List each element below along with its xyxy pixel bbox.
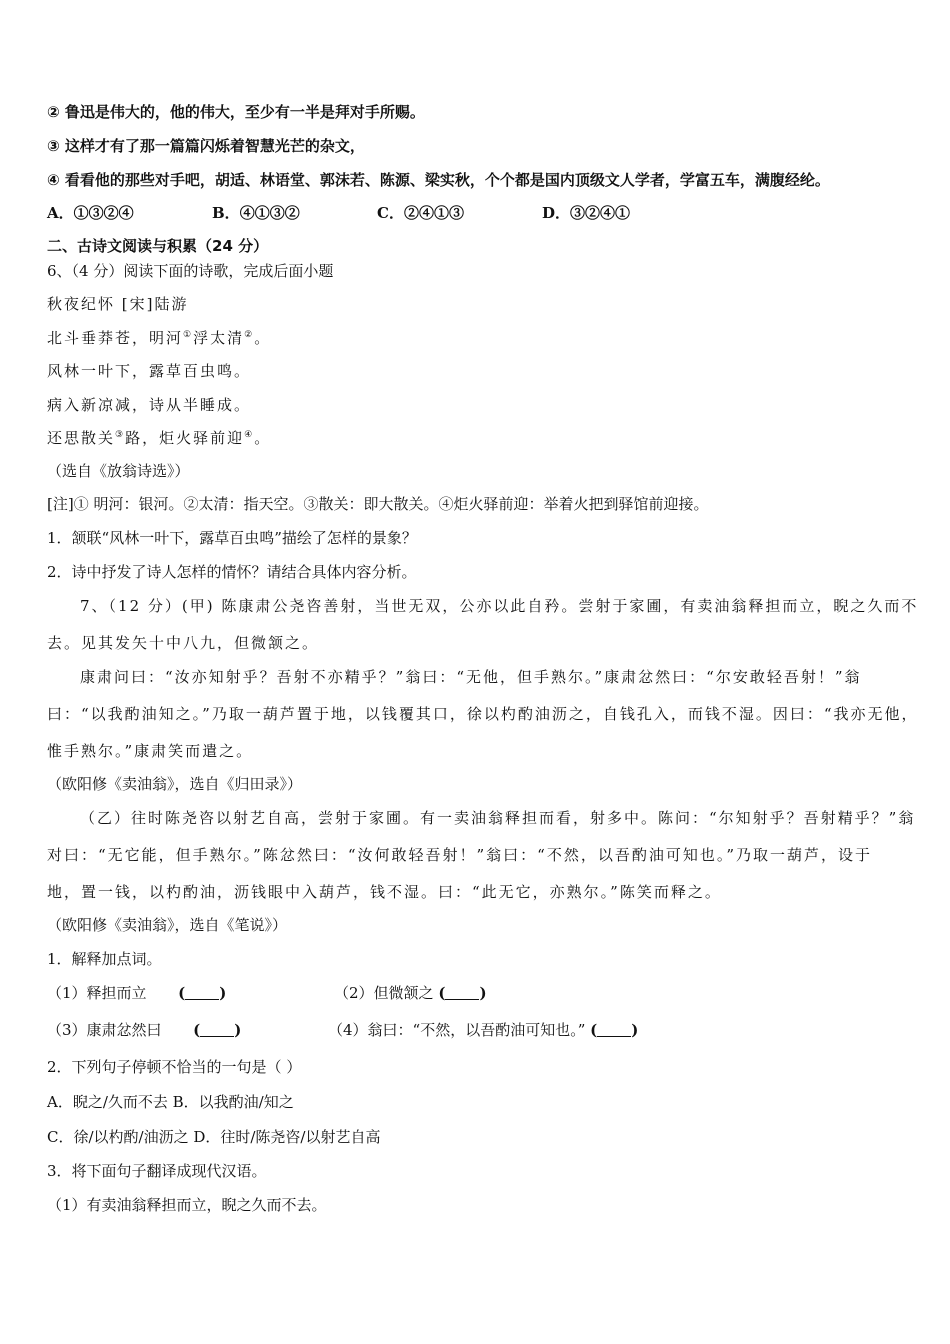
q5-option-b [212,203,300,223]
section-heading: 二、古诗文阅读与积累（24 分） [47,237,269,255]
q5-sentence-3: ③ 这样才有了那一篇篇闪烁着智慧光芒的杂文， [47,137,365,155]
poem-line-1 [47,328,271,348]
q7-q3-prompt: 3．将下面句子翻译成现代汉语。 [47,1162,267,1180]
item-label: （1）释担而立 [47,984,147,1002]
q5-option-c [377,203,464,223]
q5-sentence-4: ④ 看看他的那些对手吧，胡适、林语堂、郭沫若、陈源、梁实秋，个个都是国内顶级文人学者，学富五车，满腹经纶。 [47,171,830,189]
q7-jia-source: （欧阳修《卖油翁》，选自《归田录》） [47,775,303,793]
q7-jia-line-4: 曰：“以我酌油知之。”乃取一葫芦置于地，以钱覆其口，徐以杓酌油沥之，自钱孔入，而钱不湿。因曰：“我亦无他， [47,705,919,723]
poem-text: 北斗垂莽苍，明河 [47,329,184,347]
q6-sub-1: 1．颔联“风林一叶下，露草百虫鸣”描绘了怎样的景象？ [47,529,417,547]
q7-jia-line-1: 7、（12 分）(甲) 陈康肃公尧咨善射，当世无双，公亦以此自矜。尝射于家圃，有卖油翁释担而立，睨之久而不 [80,597,919,615]
poem-line-2 [47,361,251,381]
poem-line-3 [47,395,251,415]
q7-yi-source: （欧阳修《卖油翁》，选自《笔说》） [47,916,288,934]
footnote-marker: ③ [115,430,126,440]
open-paren: ( [438,984,446,1002]
q7-q1-prompt: 1．解释加点词。 [47,950,162,968]
item-label: （3）康肃忿然曰 [47,1021,162,1039]
poem-title: 秋夜纪怀 [宋]陆游 [47,295,189,313]
option-value: ②④①③ [403,204,464,222]
q6-sub-2: 2．诗中抒发了诗人怎样的情怀？请结合具体内容分析。 [47,563,417,581]
q5-option-a [47,203,134,223]
q7-q2-options-2: C．徐/以杓酌/油沥之 D．往时/陈尧咨/以射艺自高 [47,1128,381,1146]
q7-jia-line-2: 去。见其发矢十中八九，但微颔之。 [47,634,320,652]
option-label: A． [47,204,74,222]
q7-q2-prompt: 2．下列句子停顿不恰当的一句是（ ） [47,1058,302,1076]
answer-blank[interactable] [597,1022,631,1037]
close-paren: ) [219,984,227,1002]
item-label: （2）但微颔之 [334,984,434,1002]
item-label: （4）翁曰：“不然，以吾酌油可知也。” [328,1021,586,1039]
q7-jia-line-3: 康肃问曰：“汝亦知射乎？吾射不亦精乎？”翁曰：“无他，但手熟尔。”康肃忿然曰：“尔安敢轻吾射！”翁 [80,668,862,686]
poem-text: 浮太清 [193,329,245,347]
option-value: ④①③② [239,204,300,222]
open-paren: ( [178,984,186,1002]
poem-text: 。 [254,429,272,447]
footnote-marker: ④ [244,430,255,440]
poem-notes: [注]① 明河：银河。②太清：指天空。③散关：即大散关。④炬火驿前迎：举着火把到驿馆前迎接。 [47,495,709,513]
answer-blank[interactable] [445,985,479,1000]
open-paren: ( [193,1021,201,1039]
poem-text: 风林一叶下，露草百虫鸣。 [47,362,252,380]
poem-text: 路，炬火驿前迎 [125,429,245,447]
q5-sentence-2: ② 鲁迅是伟大的，他的伟大，至少有一半是拜对手所赐。 [47,103,425,121]
q7-yi-line-3: 地，置一钱，以杓酌油，沥钱眼中入葫芦，钱不湿。曰：“此无它，亦熟尔。”陈笑而释之。 [47,883,722,901]
option-label: C． [377,204,404,222]
option-label: B． [212,204,240,222]
q7-q1-item-3 [47,1020,241,1040]
q7-q1-item-2 [334,983,487,1003]
q7-yi-line-2: 对曰：“无它能，但手熟尔。”陈忿然曰：“汝何敢轻吾射！”翁曰：“不然，以吾酌油可知也。”乃取一葫芦，设于 [47,846,873,864]
poem-line-4 [47,428,271,448]
poem-source: （选自《放翁诗选》） [47,462,190,480]
open-paren: ( [590,1021,598,1039]
footnote-marker: ② [244,330,255,340]
q6-prompt: 6、（4 分）阅读下面的诗歌，完成后面小题 [47,262,334,280]
q7-q2-options-1: A．睨之/久而不去 B．以我酌油/知之 [47,1093,294,1111]
option-label: D． [542,204,571,222]
q7-q1-item-4 [328,1020,638,1040]
poem-text: 还思散关 [47,429,116,447]
close-paren: ) [631,1021,639,1039]
q5-option-d [542,203,630,223]
close-paren: ) [479,984,487,1002]
q7-yi-line-1: （乙）往时陈尧咨以射艺自高，尝射于家圃。有一卖油翁释担而看，射多中。陈问：“尔知射乎？吾射精乎？”翁 [80,809,916,827]
q7-q1-item-1 [47,983,226,1003]
footnote-marker: ① [183,330,194,340]
answer-blank[interactable] [185,985,219,1000]
poem-text: 病入新凉减，诗从半睡成。 [47,396,252,414]
close-paren: ) [234,1021,242,1039]
poem-text: 。 [254,329,272,347]
answer-blank[interactable] [200,1022,234,1037]
q7-jia-line-5: 惟手熟尔。”康肃笑而遣之。 [47,742,254,760]
option-value: ③②④① [570,204,631,222]
q7-q3-item-1: （1）有卖油翁释担而立，睨之久而不去。 [47,1196,327,1214]
option-value: ①③②④ [73,204,134,222]
